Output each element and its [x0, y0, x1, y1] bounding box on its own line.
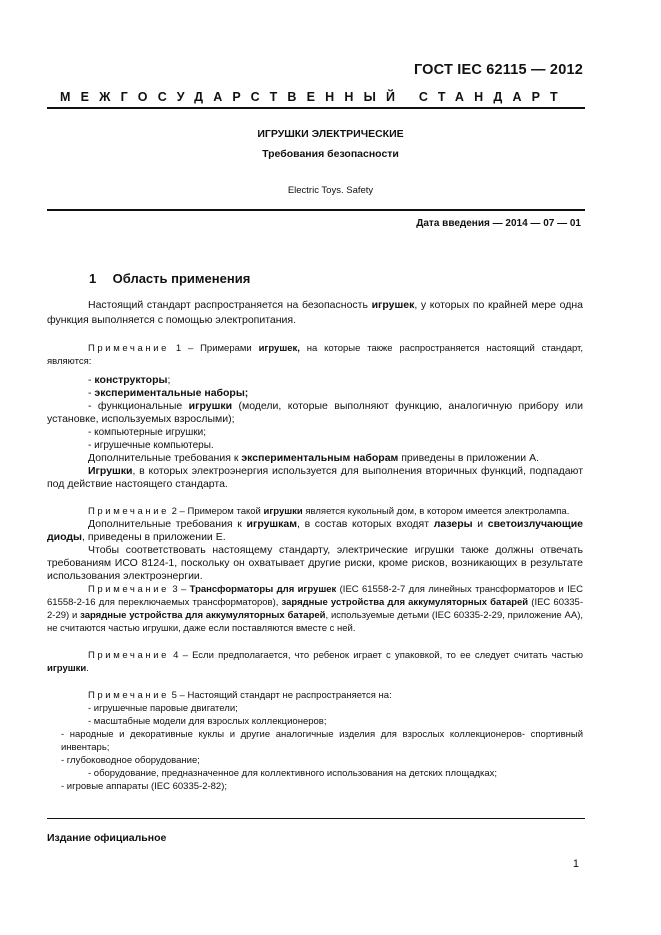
- paragraph: Игрушки, в которых электроэнергия используется для выполнения вторичных функций, подпадают под действие настоящего стандарта.: [47, 465, 583, 490]
- note-3: Примечание 3 – Трансформаторы для игрушек (IEC 61558-2-7 для линейных трансформаторов и IEC 61558-2-16 для переключаемых трансформаторов), зарядные устройства для аккумуляторных батарей (IEC 60335-2-29) и зарядные устройства для аккумуляторных батарей, используемые детьми (IEC 60335-2-29, приложение АА), не считаются частью игрушки, даже если поставляются вместе с ней.: [47, 584, 584, 634]
- section-heading: [89, 271, 250, 286]
- exclusion-item: - народные и декоративные куклы и другие аналогичные изделия для взрослых коллекционеров- спортивный инвентарь;: [61, 729, 583, 753]
- exclusion-item: - масштабные модели для взрослых коллекционеров;: [88, 716, 327, 727]
- standard-designation: ГОСТ IEC 62115 — 2012: [413, 62, 583, 78]
- footer-rule: [47, 818, 585, 819]
- paragraph: Дополнительные требования к игрушкам, в состав которых входят лазеры и светоизлучающие диоды, приведены в приложении Е.: [47, 518, 584, 543]
- paragraph: Чтобы соответствовать настоящему стандарту, электрические игрушки также должны отвечать требованиям ИСО 8124-1, поскольку он охватывает другие риски, кроме рисков, возникающих в результате использования электроэнергии.: [47, 544, 583, 582]
- interstate-standard-heading: МЕЖГОСУДАРСТВЕННЫЙ СТАНДАРТ: [60, 90, 568, 104]
- note-2: Примечание 2 – Примером такой игрушки является кукольный дом, в котором имеется электролампа.: [88, 506, 570, 517]
- document-title: ИГРУШКИ ЭЛЕКТРИЧЕСКИЕ: [257, 128, 404, 140]
- note-5: Примечание 5 – Настоящий стандарт не распространяется на:: [88, 690, 392, 701]
- list-item: - экспериментальные наборы;: [88, 387, 249, 399]
- document-subtitle: Требования безопасности: [262, 148, 399, 160]
- list-item: - конструкторы;: [88, 374, 171, 386]
- list-item: - функциональные игрушки (модели, которые выполняют функцию, аналогичную прибору или установке, используемых взрослыми);: [47, 400, 583, 425]
- page-number: 1: [572, 858, 579, 870]
- section-number: 1: [89, 271, 97, 286]
- list-item: - компьютерные игрушки;: [88, 427, 207, 438]
- introduction-date: Дата введения — 2014 — 07 — 01: [416, 218, 581, 229]
- title-rule: [47, 209, 585, 211]
- section-title: Область применения: [112, 271, 251, 286]
- section-body: [47, 298, 583, 793]
- exclusion-item: - игрушечные паровые двигатели;: [88, 703, 238, 714]
- note-4: Примечание 4 – Если предполагается, что ребенок играет с упаковкой, то ее следует считать частью игрушки.: [47, 650, 583, 674]
- paragraph: Дополнительные требования к экспериментальным наборам приведены в приложении А.: [88, 452, 540, 464]
- note-1: Примечание 1 – Примерами игрушек, на которые также распространяется настоящий стандарт, являются:: [47, 343, 583, 367]
- exclusion-item: - глубоководное оборудование;: [61, 755, 200, 766]
- english-title: Electric Toys. Safety: [287, 185, 374, 196]
- paragraph: Настоящий стандарт распространяется на безопасность игрушек, у которых по крайней мере одна функция выполняется с помощью электропитания.: [47, 299, 583, 326]
- exclusion-item: - оборудование, предназначенное для коллективного использования на детских площадках;: [88, 768, 498, 779]
- exclusion-item: - игровые аппараты (IEC 60335-2-82);: [61, 781, 228, 792]
- header-rule: [47, 107, 585, 109]
- official-edition-label: Издание официальное: [47, 832, 167, 844]
- list-item: - игрушечные компьютеры.: [88, 440, 214, 451]
